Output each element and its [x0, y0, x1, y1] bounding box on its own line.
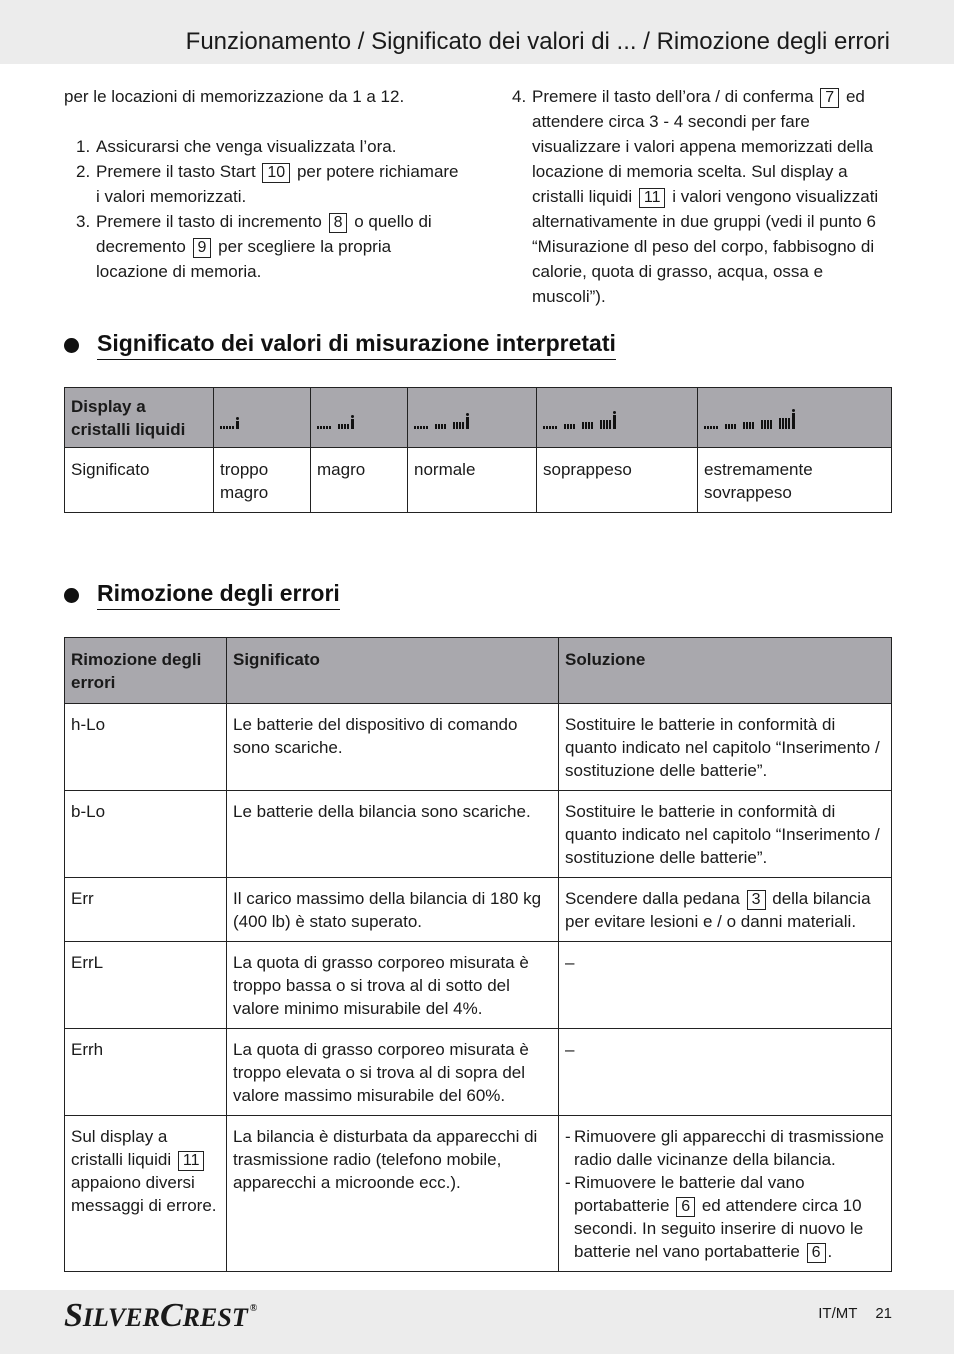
section-heading-meaning: Significato dei valori di misurazione interpretati — [64, 330, 616, 360]
lcd-segment-group — [600, 411, 616, 429]
ref-start-button: 10 — [262, 163, 290, 183]
lcd-segment-group — [761, 420, 773, 429]
lcd-segment-group — [564, 424, 576, 429]
errors-col-header: Significato — [227, 638, 559, 704]
brand-logo: SILVERCREST ® — [64, 1297, 258, 1334]
error-solution — [559, 1116, 892, 1272]
ref-confirm-button: 7 — [820, 88, 839, 108]
step-2: 2. Premere il tasto Start 10 per potere richiamare i valori memorizzati. — [76, 162, 459, 206]
error-solution: Sostituire le batterie in conformità di quanto indicato nel capitolo “Inserimento / sostituzione delle batterie”. — [559, 704, 892, 791]
meaning-table — [64, 387, 892, 513]
lcd-marker-icon — [792, 409, 795, 429]
meaning-value: soprappeso — [537, 448, 698, 513]
lcd-segment-group — [220, 417, 239, 429]
lcd-segment-group — [435, 424, 447, 429]
locale-label: IT/MT — [818, 1305, 858, 1322]
error-solution: – — [559, 1029, 892, 1116]
error-code: Errh — [65, 1029, 227, 1116]
lcd-indicator-icon — [704, 407, 885, 429]
list-item: - Rimuovere gli apparecchi di trasmissione radio dalle vicinanze della bilancia. — [565, 1125, 885, 1171]
indicator-cell — [698, 388, 892, 448]
meaning-value: troppo magro — [214, 448, 311, 513]
error-meaning: La quota di grasso corporeo misurata è troppo bassa o si trova al di sotto del valore minimo misurabile del 4%. — [227, 942, 559, 1029]
list-item: - Rimuovere le batterie dal vano portabatterie 6 ed attendere circa 10 secondi. In seguito inserire di nuovo le batterie nel vano portabatterie 6 . — [565, 1171, 885, 1263]
table-row — [65, 878, 892, 942]
intro-right-column — [500, 84, 892, 309]
lcd-segment-group — [743, 422, 755, 429]
steps-list-continued — [500, 84, 892, 309]
table-row — [65, 1029, 892, 1116]
solution-list — [565, 1125, 885, 1263]
steps-list — [64, 134, 464, 284]
error-code: h-Lo — [65, 704, 227, 791]
error-meaning: Le batterie della bilancia sono scariche. — [227, 791, 559, 878]
lcd-marker-icon — [351, 415, 354, 429]
lcd-segment-group — [317, 426, 332, 429]
ref-lcd-display: 11 — [178, 1151, 205, 1171]
lcd-indicator-icon — [317, 407, 401, 429]
meaning-value: normale — [408, 448, 537, 513]
error-meaning: La quota di grasso corporeo misurata è troppo elevata o si trova al di sopra del valore massimo misurabile del 60%. — [227, 1029, 559, 1116]
error-meaning: La bilancia è disturbata da apparecchi di trasmissione radio (telefono mobile, apparecchi a microonde ecc.). — [227, 1116, 559, 1272]
meaning-row-label: Significato — [65, 448, 214, 513]
table-row — [65, 1116, 892, 1272]
errors-col-header: Soluzione — [559, 638, 892, 704]
error-code: b-Lo — [65, 791, 227, 878]
error-code: Err — [65, 878, 227, 942]
lcd-segment-group — [338, 415, 354, 429]
table-row — [65, 942, 892, 1029]
indicator-cell — [214, 388, 311, 448]
lcd-segment-group — [453, 413, 469, 429]
lcd-segment-group — [543, 426, 558, 429]
lcd-indicator-icon — [414, 407, 530, 429]
intro-lead: per le locazioni di memorizzazione da 1 a 12. — [64, 87, 405, 106]
ref-platform: 3 — [747, 890, 766, 910]
meaning-table-header-label: Display a cristalli liquidi — [65, 388, 214, 448]
table-row — [65, 791, 892, 878]
indicator-cell — [408, 388, 537, 448]
meaning-value: magro — [311, 448, 408, 513]
lcd-segment-group — [582, 422, 594, 429]
error-meaning: Il carico massimo della bilancia di 180 kg (400 lb) è stato superato. — [227, 878, 559, 942]
error-solution: Scendere dalla pedana 3 della bilancia per evitare lesioni e / o danni materiali. — [559, 878, 892, 942]
error-meaning: Le batterie del dispositivo di comando sono scariche. — [227, 704, 559, 791]
lcd-indicator-icon — [543, 407, 691, 429]
page-meta — [818, 1305, 892, 1322]
step-4: 4. Premere il tasto dell’ora / di conferma 7 ed attendere circa 3 - 4 secondi per fare visualizzare i valori appena memorizzati della locazione di memoria scelta. Sul display a cristalli liquidi 11 i valori vengono visualizzati alternativamente in due gruppi (vedi il punto 6 “Misurazione dl peso del corpo, fabbisogno di calorie, quota di grasso, acqua, ossa e muscoli”). — [512, 87, 879, 306]
error-code: ErrL — [65, 942, 227, 1029]
lcd-marker-icon — [613, 411, 616, 429]
meaning-value: estremamente sovrappeso — [698, 448, 892, 513]
lcd-segment-group — [414, 426, 429, 429]
ref-battery-compartment: 6 — [807, 1243, 826, 1263]
bullet-icon — [64, 338, 79, 353]
ref-decrement-button: 9 — [193, 238, 212, 258]
lcd-segment-group — [704, 426, 719, 429]
error-solution: Sostituire le batterie in conformità di quanto indicato nel capitolo “Inserimento / sostituzione delle batterie”. — [559, 791, 892, 878]
step-3: 3. Premere il tasto di incremento 8 o quello di decremento 9 per scegliere la propria locazione di memoria. — [76, 212, 432, 281]
bullet-icon — [64, 588, 79, 603]
lcd-marker-icon — [236, 417, 239, 429]
ref-battery-compartment: 6 — [676, 1197, 695, 1217]
errors-col-header: Rimozione degli errori — [65, 638, 227, 704]
page-number: 21 — [875, 1305, 892, 1322]
error-solution: – — [559, 942, 892, 1029]
error-code: Sul display a cristalli liquidi 11 appaiono diversi messaggi di errore. — [65, 1116, 227, 1272]
step-1: 1. Assicurarsi che venga visualizzata l’ora. — [76, 137, 397, 156]
ref-increment-button: 8 — [329, 213, 348, 233]
indicator-cell — [311, 388, 408, 448]
ref-lcd-display: 11 — [639, 188, 666, 208]
lcd-marker-icon — [466, 413, 469, 429]
lcd-segment-group — [779, 409, 795, 429]
errors-table — [64, 637, 892, 1272]
table-row — [65, 704, 892, 791]
lcd-indicator-icon — [220, 407, 304, 429]
intro-left-column — [64, 84, 464, 284]
section-heading-errors: Rimozione degli errori — [64, 580, 340, 610]
page-title: Funzionamento / Significato dei valori di ... / Rimozione degli errori — [185, 28, 890, 55]
lcd-segment-group — [725, 424, 737, 429]
indicator-cell — [537, 388, 698, 448]
